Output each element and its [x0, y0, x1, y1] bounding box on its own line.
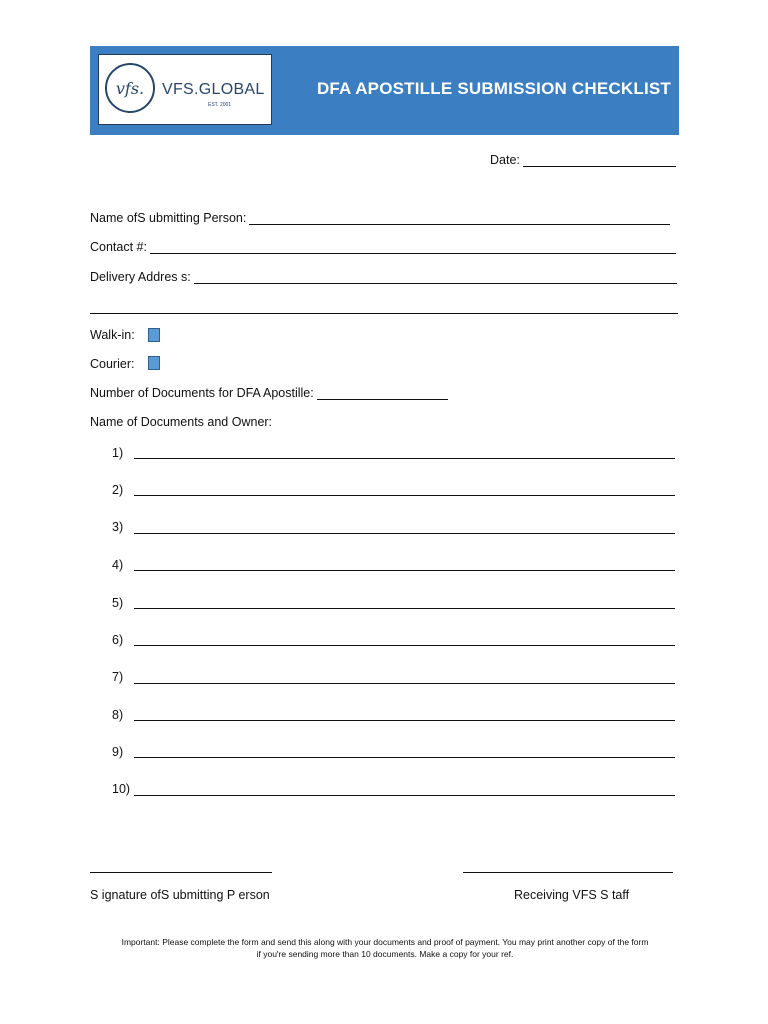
name-field[interactable] — [249, 211, 670, 225]
document-number: 9) — [112, 745, 124, 759]
document-field[interactable] — [134, 683, 675, 684]
important-note-line-2: if you're sending more than 10 documents. Make a copy for your ref. — [256, 949, 514, 959]
document-number: 6) — [112, 633, 124, 647]
header-banner — [90, 46, 679, 135]
name-label: Name ofS ubmitting Person: — [90, 211, 247, 225]
document-field[interactable] — [134, 570, 675, 571]
address-row — [90, 270, 677, 284]
contact-field[interactable] — [150, 240, 676, 254]
date-label: Date: — [490, 153, 520, 167]
contact-label: Contact #: — [90, 240, 147, 254]
document-number: 7) — [112, 670, 124, 684]
name-row — [90, 211, 670, 225]
address-field[interactable] — [194, 270, 677, 284]
address-label: Delivery Addres s: — [90, 270, 191, 284]
document-field[interactable] — [134, 757, 675, 758]
document-number: 3) — [112, 520, 124, 534]
vfs-logo-mark: vfs. — [105, 63, 155, 113]
document-number: 1) — [112, 446, 124, 460]
vfs-logo — [98, 54, 272, 125]
walkin-checkbox[interactable] — [148, 328, 160, 342]
vfs-logo-text: VFS.GLOBAL — [162, 81, 265, 98]
document-field[interactable] — [134, 533, 675, 534]
document-field[interactable] — [134, 458, 675, 459]
document-field[interactable] — [134, 495, 675, 496]
document-number: 8) — [112, 708, 124, 722]
document-number: 5) — [112, 596, 124, 610]
num-docs-row — [90, 386, 448, 400]
document-field[interactable] — [134, 645, 675, 646]
date-field[interactable] — [523, 153, 676, 167]
walkin-label: Walk-in: — [90, 328, 135, 342]
document-number: 2) — [112, 483, 124, 497]
staff-signature-label: Receiving VFS S taff — [514, 888, 630, 902]
vfs-logo-est: EST. 2001 — [208, 102, 232, 108]
num-docs-label: Number of Documents for DFA Apostille: — [90, 386, 314, 400]
page-title: DFA APOSTILLE SUBMISSION CHECKLIST — [316, 79, 671, 98]
submitter-signature-label: S ignature ofS ubmitting P erson — [90, 888, 270, 902]
docs-owner-label: Name of Documents and Owner: — [90, 415, 273, 429]
document-number: 4) — [112, 558, 124, 572]
important-note-line-1: Important: Please complete the form and send this along with your documents and proof of payment. You may print another copy of the form — [121, 937, 649, 947]
document-number: 10) — [112, 782, 131, 796]
important-note — [90, 936, 680, 960]
address-field-line-2[interactable] — [90, 313, 678, 314]
document-field[interactable] — [134, 720, 675, 721]
courier-label: Courier: — [90, 357, 135, 371]
contact-row — [90, 240, 676, 254]
num-docs-field[interactable] — [317, 386, 448, 400]
date-row — [490, 153, 676, 167]
staff-signature-field[interactable] — [463, 872, 673, 873]
document-field[interactable] — [134, 608, 675, 609]
document-field[interactable] — [134, 795, 675, 796]
courier-checkbox[interactable] — [148, 356, 160, 370]
submitter-signature-field[interactable] — [90, 872, 272, 873]
